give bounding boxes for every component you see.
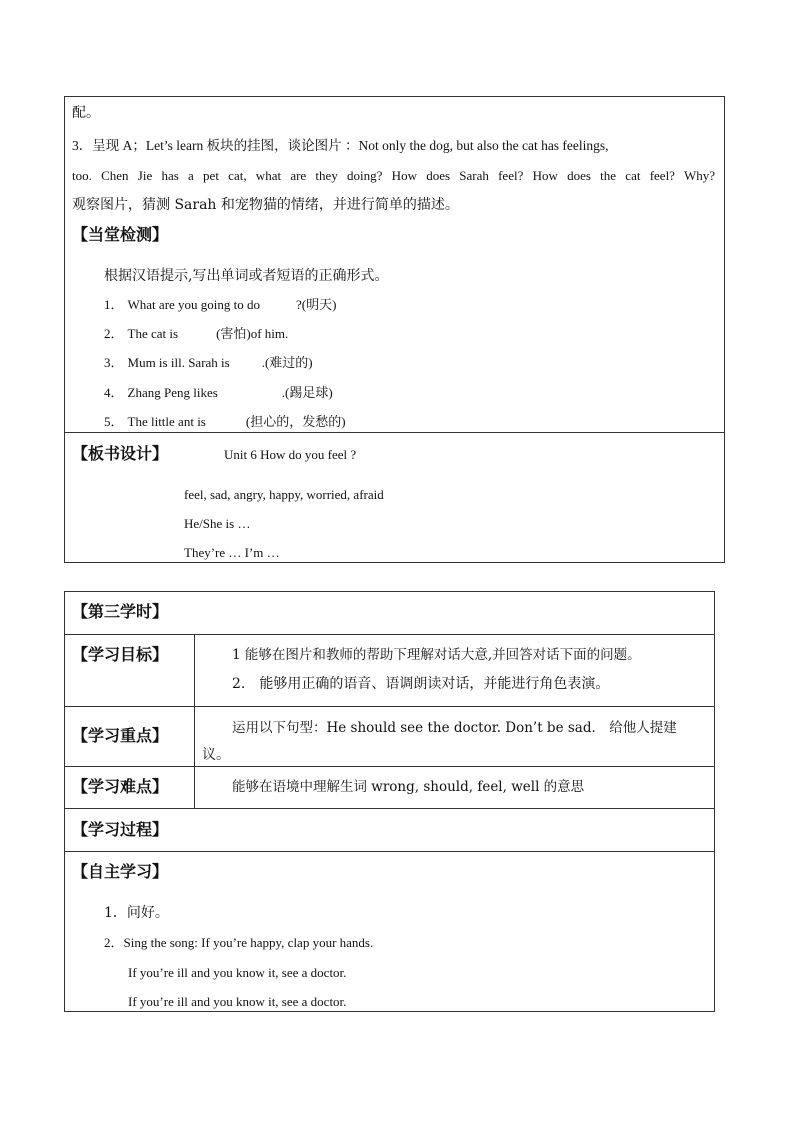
table-row-divider (64, 851, 715, 852)
check-item-hint: .(踢足球) (281, 385, 333, 400)
check-item-num: 5． (104, 414, 124, 429)
lesson-title: 【第三学时】 (72, 602, 169, 621)
self-study-item-num: 1． (104, 905, 127, 921)
process-heading: 【学习过程】 (72, 820, 169, 839)
table-row-divider (64, 766, 715, 767)
table-row-divider (64, 634, 715, 635)
check-item-text: Zhang Peng likes (127, 385, 218, 400)
check-heading: 【当堂检测】 (72, 225, 169, 244)
board-line-1: feel, sad, angry, happy, worried, afraid (184, 487, 384, 502)
check-item-hint: .(难过的) (261, 355, 313, 370)
self-study-item-1 (104, 904, 169, 922)
item3-line1: 3．呈现 A；Let’s learn 板块的挂图，谈论图片 ：Not only the dog, but also the cat has feelings, (72, 138, 609, 153)
check-item-hint: ?(明天) (296, 297, 337, 312)
self-study-item-text: Sing the song: If you’re happy, clap your hands. (123, 935, 374, 950)
key-points-line-1: 运用以下句型：He should see the doctor. Don’t be sad. 给他人提建 (232, 720, 677, 736)
check-item-text: What are you going to do (127, 297, 261, 312)
self-study-item-text: 问好。 (126, 905, 169, 921)
section-divider (64, 432, 725, 433)
check-item-5 (104, 413, 346, 431)
check-item-num: 3． (104, 355, 124, 370)
check-item-text: The little ant is (127, 414, 206, 429)
check-item-3 (104, 354, 313, 372)
goals-label: 【学习目标】 (72, 645, 169, 664)
board-title: Unit 6 How do you feel ? (224, 447, 357, 462)
difficulties-label: 【学习难点】 (72, 777, 169, 796)
item3-line3: 观察图片，猜测 Sarah 和宠物猫的情绪，并进行简单的描述。 (72, 197, 459, 213)
check-item-num: 2． (104, 326, 124, 341)
self-study-item-2 (104, 934, 373, 952)
intro-end-text: 配。 (72, 105, 100, 121)
board-line-3: They’re … I’m … (184, 545, 280, 560)
self-study-item-num: 2． (104, 935, 124, 950)
board-line-2: He/She is … (184, 516, 251, 531)
song-line-1: If you’re ill and you know it, see a doctor. (128, 965, 347, 980)
check-instruction: 根据汉语提示,写出单词或者短语的正确形式。 (104, 268, 389, 284)
table-col-divider (194, 634, 195, 808)
key-points-line-2: 议。 (202, 747, 230, 763)
board-heading: 【板书设计】 (72, 444, 169, 463)
difficulties-line-1: 能够在语境中理解生词 wrong, should, feel, well 的意思 (232, 779, 585, 795)
check-item-hint: (担心的，发愁的) (245, 414, 346, 429)
table-row-divider (64, 706, 715, 707)
check-item-text: Mum is ill. Sarah is (127, 355, 230, 370)
self-study-heading: 【自主学习】 (72, 862, 169, 881)
check-item-1 (104, 296, 336, 314)
goals-line-1: 1 能够在图片和教师的帮助下理解对话大意,并回答对话下面的问题。 (232, 647, 641, 663)
check-item-4 (104, 384, 333, 402)
key-points-label: 【学习重点】 (72, 726, 169, 745)
item3-line2-text: too. Chen Jie has a pet cat, what are they doing? How does Sarah feel? How does the cat feel? Why? (72, 168, 715, 183)
table-row-divider (64, 808, 715, 809)
check-item-hint: (害怕)of him. (216, 326, 289, 341)
item3-line2 (72, 167, 715, 185)
check-item-2 (104, 325, 288, 343)
goals-line-2: 2. 能够用正确的语音、语调朗读对话，并能进行角色表演。 (232, 676, 610, 692)
check-item-num: 4． (104, 385, 124, 400)
check-item-text: The cat is (127, 326, 179, 341)
song-line-2: If you’re ill and you know it, see a doctor. (128, 994, 347, 1009)
check-item-num: 1． (104, 297, 124, 312)
